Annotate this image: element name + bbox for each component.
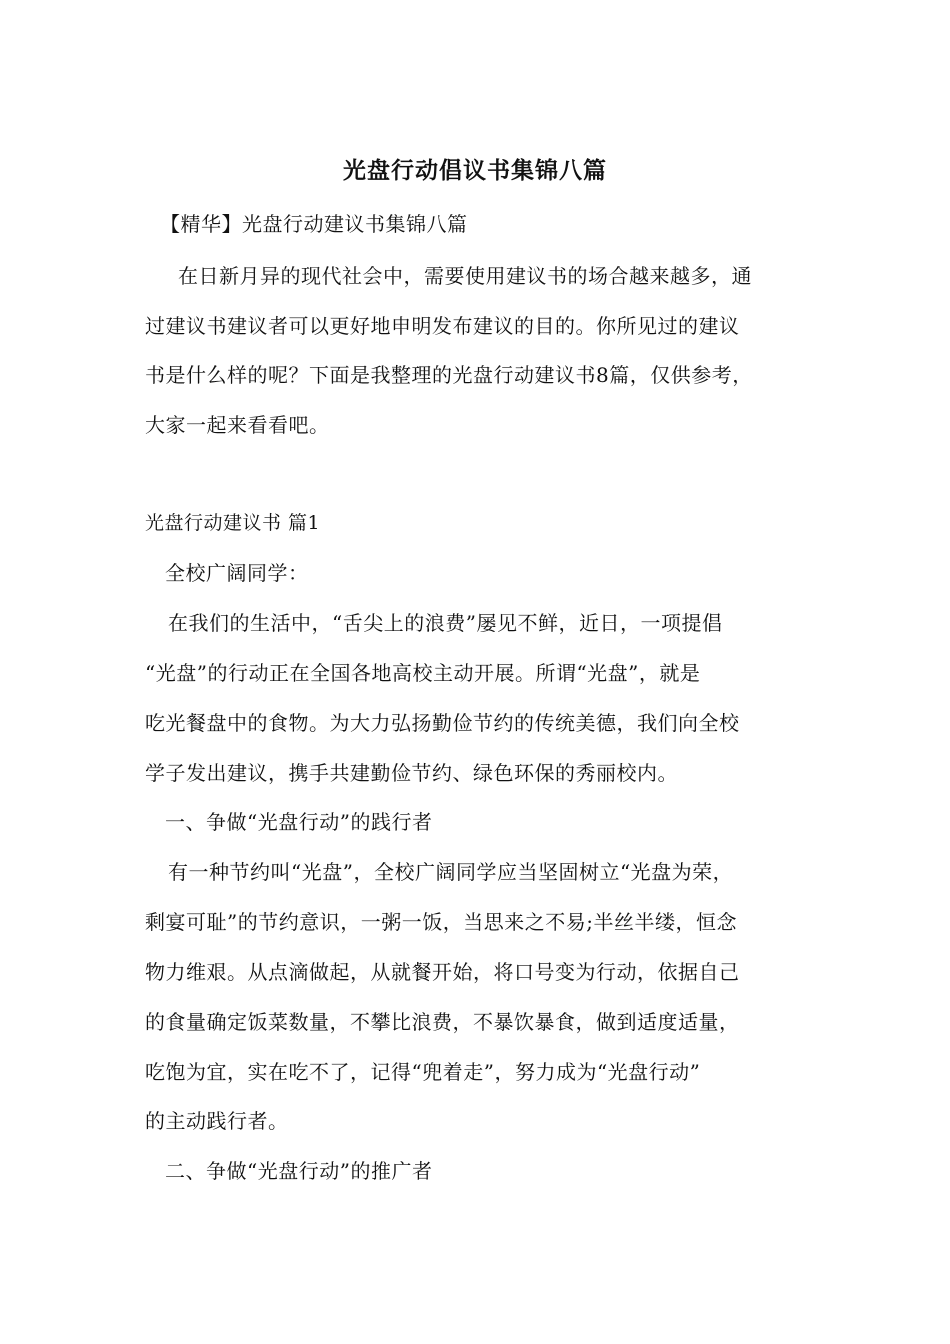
point-1-line-3: 物力维艰。从点滴做起，从就餐开始，将口号变为行动，依据自己 [145, 960, 740, 984]
intro-line-1: 在日新月异的现代社会中，需要使用建议书的场合越来越多，通 [178, 264, 752, 288]
body-line-1: 在我们的生活中，“舌尖上的浪费”屡见不鲜，近日，一项提倡 [168, 611, 723, 635]
point-1-heading: 一、争做“光盘行动”的践行者 [165, 810, 433, 834]
document-title: 光盘行动倡议书集锦八篇 [343, 157, 607, 184]
body-line-2: “光盘”的行动正在全国各地高校主动开展。所谓“光盘”，就是 [145, 661, 701, 685]
point-1-line-1: 有一种节约叫“光盘”，全校广阔同学应当坚固树立“光盘为荣， [168, 860, 734, 884]
intro-line-3: 书是什么样的呢？下面是我整理的光盘行动建议书8篇，仅供参考， [145, 363, 753, 387]
intro-line-4: 大家一起来看看吧。 [145, 413, 330, 437]
point-1-line-2: 剩宴可耻”的节约意识，一粥一饭，当思来之不易;半丝半缕，恒念 [145, 910, 737, 934]
section-heading: 光盘行动建议书 篇1 [145, 512, 321, 534]
salutation: 全校广阔同学： [165, 561, 309, 585]
body-line-4: 学子发出建议，携手共建勤俭节约、绿色环保的秀丽校内。 [145, 761, 678, 785]
point-1-line-5: 吃饱为宜，实在吃不了，记得“兜着走”，努力成为“光盘行动” [145, 1060, 701, 1084]
intro-line-2: 过建议书建议者可以更好地申明发布建议的目的。你所见过的建议 [145, 314, 740, 338]
point-1-line-4: 的食量确定饭菜数量，不攀比浪费，不暴饮暴食，做到适度适量， [145, 1010, 740, 1034]
point-2-heading: 二、争做“光盘行动”的推广者 [165, 1159, 433, 1183]
point-1-line-6: 的主动践行者。 [145, 1109, 289, 1133]
document-subtitle: 【精华】光盘行动建议书集锦八篇 [160, 212, 468, 236]
body-line-3: 吃光餐盘中的食物。为大力弘扬勤俭节约的传统美德，我们向全校 [145, 711, 740, 735]
